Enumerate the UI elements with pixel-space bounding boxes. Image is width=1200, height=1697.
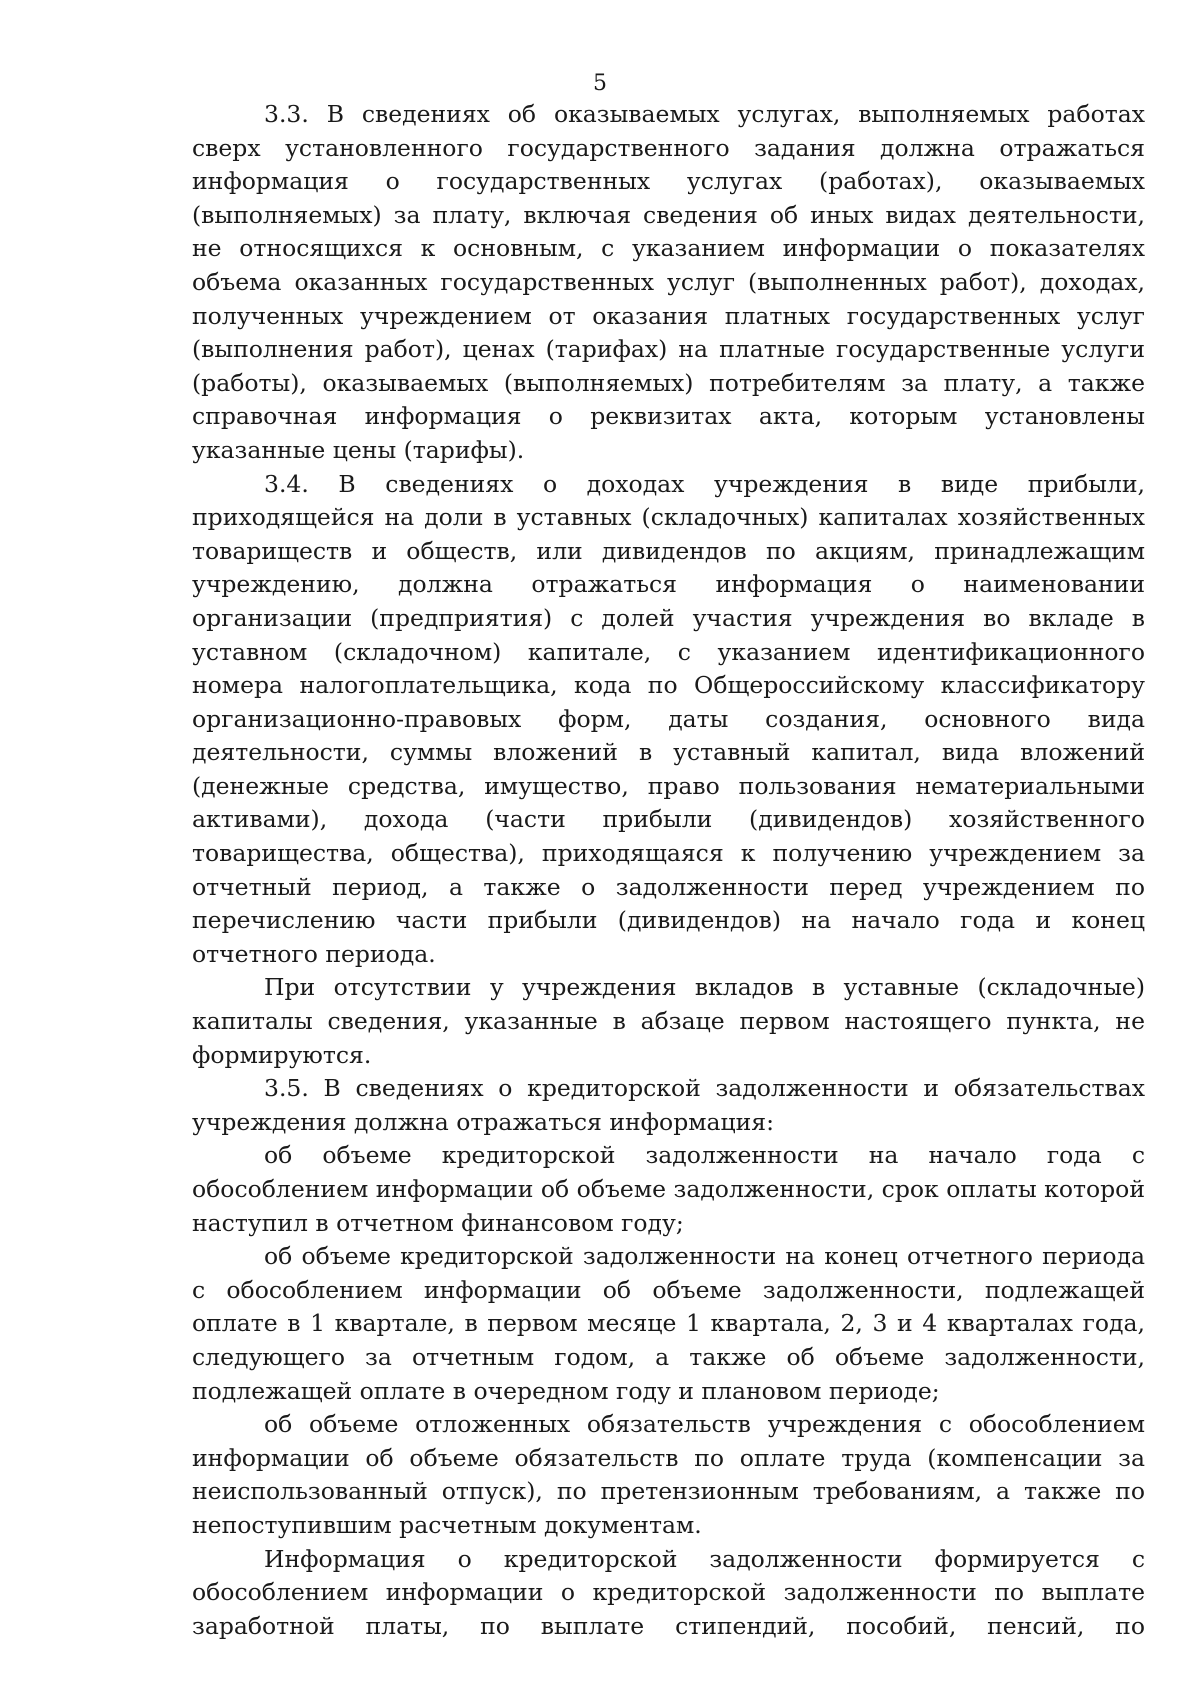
document-body bbox=[192, 98, 1145, 1643]
paragraph-no-contributions: При отсутствии у учреждения вкладов в уставные (складочные) капиталы сведения, указанные в абзаце первом настоящего пункта, не формируются. bbox=[192, 973, 1145, 1069]
paragraph-3-3: 3.3. В сведениях об оказываемых услугах, выполняемых работах сверх установленного государственного задания должна отражаться информация о государственных услугах (работах), оказываемых (выполняемых) за плату, включая сведения об иных видах деятельности, не относящихся к основным, с указанием информации о показателях объема оказанных государственных услуг (выполненных работ), доходах, полученных учреждением от оказания платных государственных услуг (выполнения работ), ценах (тарифах) на платные государственные услуги (работы), оказываемых (выполняемых) потребителям за плату, а также справочная информация о реквизитах акта, которым установлены указанные цены (тарифы). bbox=[192, 100, 1145, 464]
paragraph-payables-start-of-year: об объеме кредиторской задолженности на начало года с обособлением информации об объеме задолженности, срок оплаты которой наступил в отчетном финансовом году; bbox=[192, 1141, 1145, 1237]
paragraph-deferred-obligations: об объеме отложенных обязательств учреждения с обособлением информации об объеме обязательств по оплате труда (компенсации за неиспользованный отпуск), по претензионным требованиям, а также по непоступившим расчетным документам. bbox=[192, 1410, 1145, 1539]
paragraph-3-5: 3.5. В сведениях о кредиторской задолженности и обязательствах учреждения должна отражаться информация: bbox=[192, 1074, 1145, 1136]
paragraph-3-4: 3.4. В сведениях о доходах учреждения в виде прибыли, приходящейся на доли в уставных (складочных) капиталах хозяйственных товариществ и обществ, или дивидендов по акциям, принадлежащим учреждению, должна отражаться информация о наименовании организации (предприятия) с долей участия учреждения во вкладе в уставном (складочном) капитале, с указанием идентификационного номера налогоплательщика, кода по Общероссийскому классификатору организационно-правовых форм, даты создания, основного вида деятельности, суммы вложений в уставный капитал, вида вложений (денежные средства, имущество, право пользования нематериальными активами), дохода (части прибыли (дивидендов) хозяйственного товарищества, общества), приходящаяся к получению учреждением за отчетный период, а также о задолженности перед учреждением по перечислению части прибыли (дивидендов) на начало года и конец отчетного периода. bbox=[192, 469, 1145, 968]
paragraph-payables-end-of-period: об объеме кредиторской задолженности на конец отчетного периода с обособлением информации об объеме задолженности, подлежащей оплате в 1 квартале, в первом месяце 1 квартала, 2, 3 и 4 кварталах года, следующего за отчетным годом, а также об объеме задолженности, подлежащей оплате в очередном году и плановом периоде; bbox=[192, 1242, 1145, 1405]
page-number: 5 bbox=[593, 71, 607, 96]
paragraph-payables-breakdown: Информация о кредиторской задолженности формируется с обособлением информации о кредиторской задолженности по выплате заработной платы, по выплате стипендий, пособий, пенсий, по bbox=[192, 1544, 1145, 1640]
